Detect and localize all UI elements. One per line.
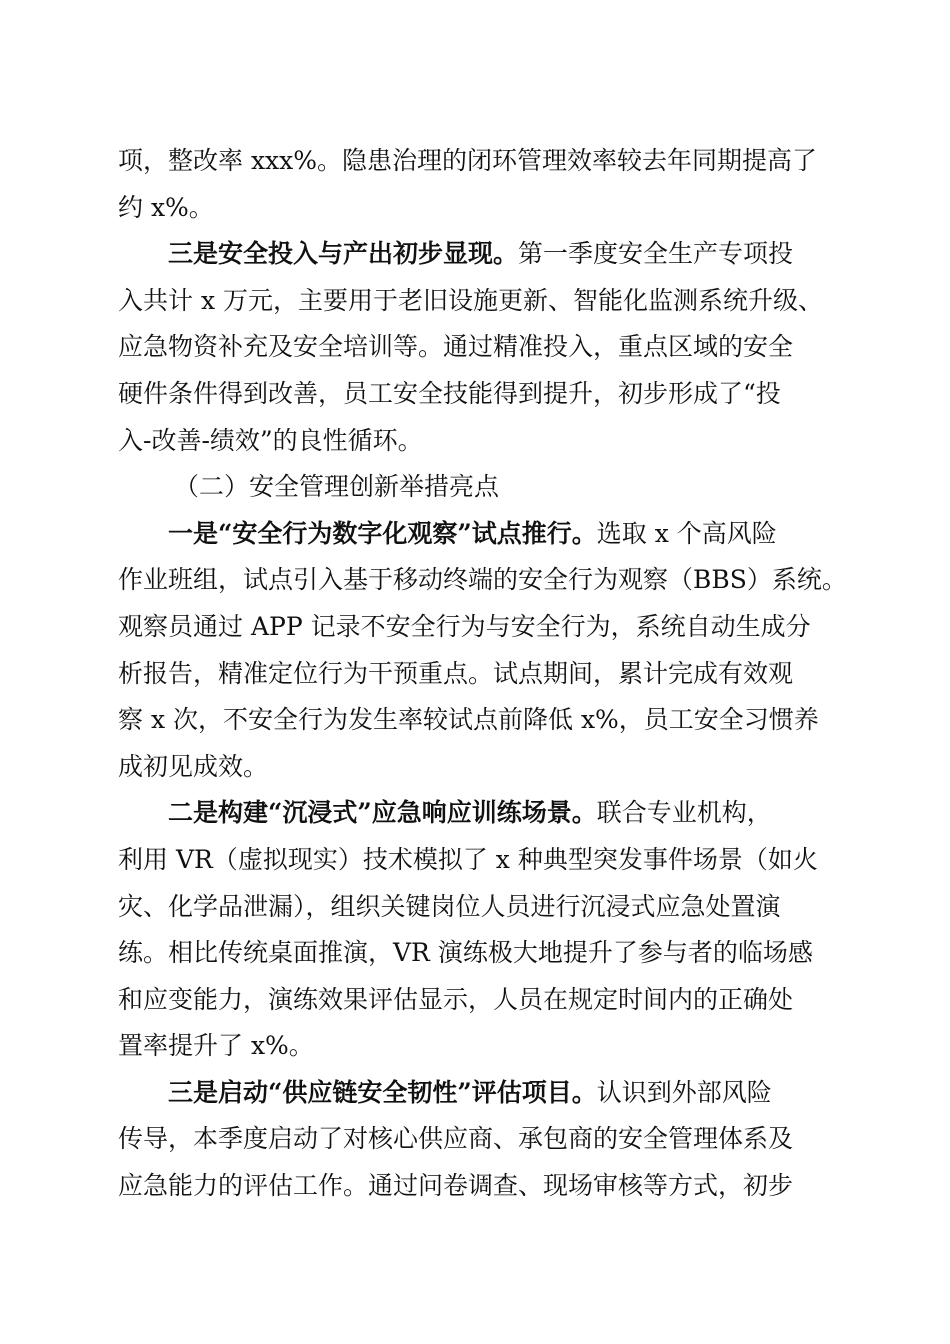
paragraph-line [118,511,830,558]
paragraph-line: 应急能力的评估工作。通过问卷调查、现场审核等方式，初步 [118,1171,794,1201]
paragraph-line [118,231,830,278]
paragraph-line [118,790,830,837]
paragraph-lead: 三是启动“供应链安全韧性”评估项目。 [168,1077,597,1107]
document-body [118,138,847,1210]
paragraph-line: 传导，本季度启动了对核心供应商、承包商的安全管理体系及 [118,1124,794,1154]
paragraph-line: 入共计 x 万元，主要用于老旧设施更新、智能化监测系统升级、 [118,285,823,315]
section-heading: （二）安全管理创新举措亮点 [174,472,500,502]
paragraph-text: 认识到外部风险 [596,1077,772,1107]
paragraph-lead: 三是安全投入与产出初步显现。 [168,239,519,269]
paragraph-line: 硬件条件得到改善，员工安全技能得到提升，初步形成了“投 [118,378,781,408]
paragraph-line: 察 x 次，不安全行为发生率较试点前降低 x%，员工安全习惯养 [118,705,819,735]
paragraph-line: 约 x%。 [118,192,214,222]
paragraph-line: 利用 VR（虚拟现实）技术模拟了 x 种典型突发事件场景（如火 [118,844,818,874]
paragraph-line: 项，整改率 xxx%。隐患治理的闭环管理效率较去年同期提高了 [118,146,818,175]
paragraph-line: 置率提升了 x%。 [118,1031,314,1061]
paragraph-line: 入-改善-绩效”的良性循环。 [118,425,423,455]
paragraph-line: 和应变能力，演练效果评估显示，人员在规定时间内的正确处 [118,984,794,1014]
paragraph-line: 观察员通过 APP 记录不安全行为与安全行为，系统自动生成分 [118,611,811,641]
paragraph-line [118,1070,830,1117]
paragraph-text: 联合专业机构， [596,798,772,828]
paragraph-lead: 二是构建“沉浸式”应急响应训练场景。 [168,798,597,828]
paragraph-line: 灾、化学品泄漏），组织关键岗位人员进行沉浸式应急处置演 [118,891,781,921]
paragraph-line: 成初见成效。 [118,751,269,781]
paragraph-line: 练。相比传统桌面推演，VR 演练极大地提升了参与者的临场感 [118,938,813,968]
paragraph-line: 析报告，精准定位行为干预重点。试点期间，累计完成有效观 [118,658,794,688]
paragraph-text: 第一季度安全生产专项投 [518,239,794,269]
paragraph-lead: 一是“安全行为数字化观察”试点推行。 [168,518,597,548]
paragraph-text: 选取 x 个高风险 [596,518,777,548]
paragraph-line: 作业班组，试点引入基于移动终端的安全行为观察（BBS）系统。 [118,565,847,595]
paragraph-line: 应急物资补充及安全培训等。通过精准投入，重点区域的安全 [118,332,794,362]
